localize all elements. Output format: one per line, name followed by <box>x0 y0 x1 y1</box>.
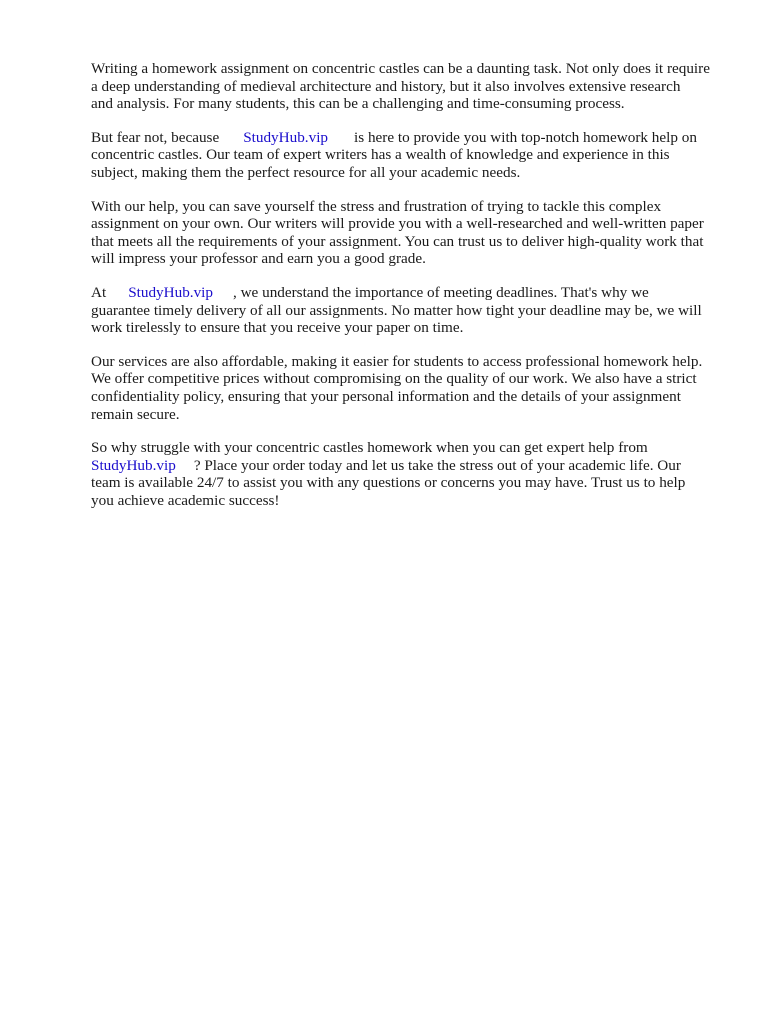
text-line: confidentiality policy, ensuring that your personal information and the details of your assignment <box>91 387 681 405</box>
text-line: Our services are also affordable, making it easier for students to access professional homework help. <box>91 352 703 370</box>
paragraph-intro <box>91 60 731 113</box>
text-line: Writing a homework assignment on concentric castles can be a daunting task. Not only does it require <box>91 60 710 77</box>
text-line: We offer competitive prices without compromising on the quality of our work. We also have a strict <box>91 370 697 388</box>
text-line: will impress your professor and earn you a good grade. <box>91 250 426 268</box>
text-line: With our help, you can save yourself the stress and frustration of trying to tackle this complex <box>91 197 662 215</box>
paragraph-help <box>91 198 731 268</box>
text-segment: But fear not, because <box>91 128 220 146</box>
document-page <box>91 60 731 525</box>
text-line <box>91 457 731 475</box>
text-segment: is here to provide you with top-notch homework help on <box>354 128 697 146</box>
text-line: and analysis. For many students, this can be a challenging and time-consuming process. <box>91 95 625 113</box>
text-line <box>91 284 731 302</box>
text-line: So why struggle with your concentric castles homework when you can get expert help from <box>91 439 648 457</box>
text-line: team is available 24/7 to assist you with any questions or concerns you may have. Trust us to help <box>91 474 686 492</box>
text-segment: ? Place your order today and let us take the stress out of your academic life. Our <box>193 456 681 474</box>
paragraph-offer <box>91 129 731 182</box>
text-line: a deep understanding of medieval architecture and history, but it also involves extensive research <box>91 77 681 95</box>
studyhub-link[interactable]: StudyHub.vip <box>243 128 329 146</box>
studyhub-link[interactable]: StudyHub.vip <box>128 283 213 301</box>
text-line: remain secure. <box>91 405 180 423</box>
text-line: assignment on your own. Our writers will provide you with a well-researched and well-written paper <box>91 215 704 233</box>
studyhub-link[interactable]: StudyHub.vip <box>91 456 176 474</box>
paragraph-deadlines <box>91 284 731 337</box>
text-line: subject, making them the perfect resource for all your academic needs. <box>91 163 521 181</box>
text-line: work tirelessly to ensure that you receive your paper on time. <box>91 319 464 337</box>
paragraph-affordable <box>91 353 731 423</box>
text-line: concentric castles. Our team of expert writers has a wealth of knowledge and experience in this <box>91 146 670 164</box>
text-segment: At <box>91 283 107 301</box>
text-segment: , we understand the importance of meeting deadlines. That's why we <box>233 283 649 301</box>
text-line <box>91 129 731 147</box>
text-line: you achieve academic success! <box>91 491 280 509</box>
text-line: guarantee timely delivery of all our assignments. No matter how tight your deadline may be, we will <box>91 301 702 319</box>
text-line: that meets all the requirements of your assignment. You can trust us to deliver high-quality work that <box>91 232 704 250</box>
paragraph-closing <box>91 439 731 509</box>
